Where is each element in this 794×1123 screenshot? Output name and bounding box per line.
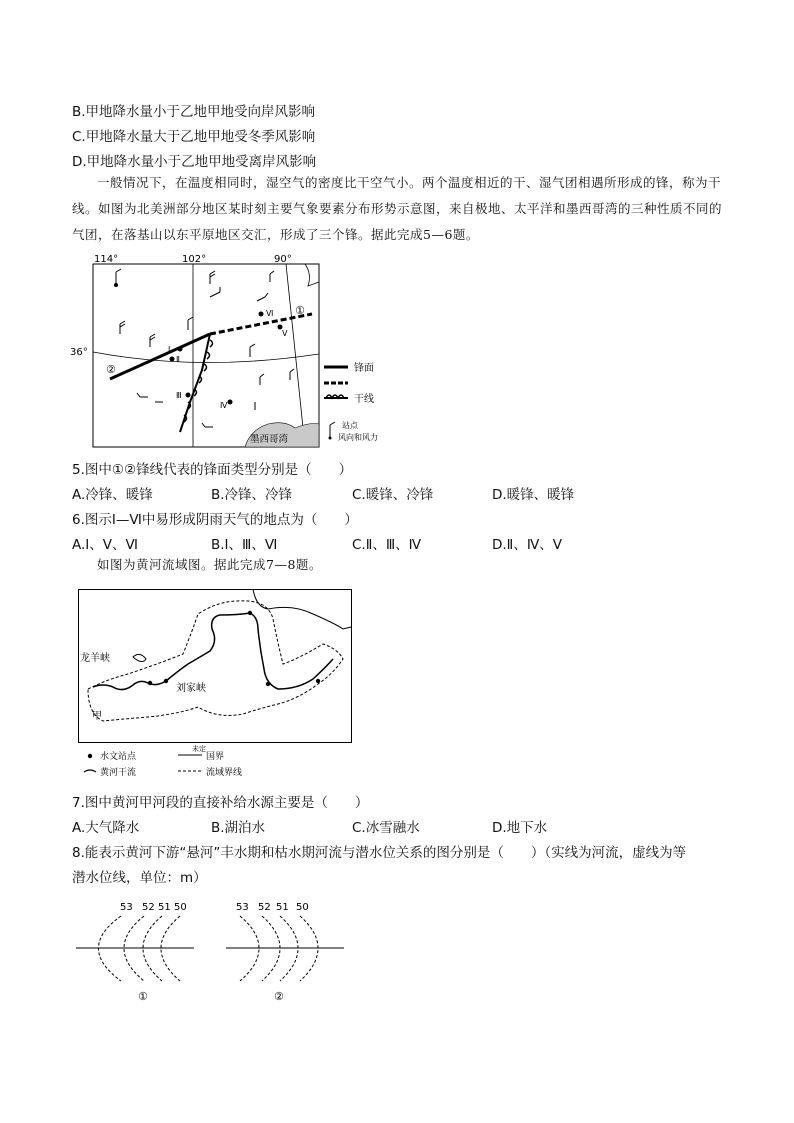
fig1-number: ① xyxy=(138,990,148,1003)
front-1-label: ① xyxy=(295,304,305,317)
station-4-label: Ⅳ xyxy=(220,401,228,410)
prev-option-c: C.甲地降水量大于乙地甲地受冬季风影响 xyxy=(72,129,316,145)
contour-figure-2 xyxy=(226,896,346,1010)
q6-option-d[interactable]: D.Ⅱ、Ⅳ、Ⅴ xyxy=(492,537,563,553)
lon-label-90: 90° xyxy=(274,254,292,265)
fig2-label-50: 50 xyxy=(296,902,309,913)
label-longyangxia: 龙羊峡 xyxy=(80,653,110,664)
label-jia: 甲 xyxy=(92,711,102,722)
station-1-label: Ⅰ xyxy=(168,345,171,354)
contour-figure-1 xyxy=(76,896,196,1010)
basin-boundary xyxy=(88,601,343,721)
label-liujiaxia: 刘家峡 xyxy=(176,683,206,694)
gulf-label: 墨西哥湾 xyxy=(250,434,289,445)
q7-stem: 7.图中黄河甲河段的直接补给水源主要是（ ） xyxy=(72,795,369,811)
q8-stem-line1: 8.能表示黄河下游“悬河”丰水期和枯水期河流与潜水位关系的图分别是（ ）（实线为河流，虚线为等 xyxy=(72,845,687,861)
intro-paragraph-1: 一般情况下，在温度相同时，湿空气的密度比干空气小。两个温度相近的干、湿气团相遇所形成的锋，称为干线。如图为北美洲部分地区某时刻主要气象要素分布形势示意图，来自极地、太平洋和墨西哥湾的三种性质不同的气团，在落基山以东平原地区交汇，形成了三个锋。据此完成5—6题。 xyxy=(72,175,723,242)
fig2-label-52: 52 xyxy=(258,902,271,913)
longyangxia-reservoir xyxy=(133,654,146,661)
q6-stem: 6.图示Ⅰ—Ⅵ中易形成阴雨天气的地点为（ ） xyxy=(72,512,358,528)
station-5-label: Ⅴ xyxy=(282,329,288,338)
prev-option-b: B.甲地降水量小于乙地甲地受向岸风影响 xyxy=(72,104,316,120)
legend-basin: 流域界线 xyxy=(206,768,243,778)
fig2-label-51: 51 xyxy=(276,902,289,913)
fig2-number: ② xyxy=(274,990,284,1003)
prev-option-d: D.甲地降水量小于乙地甲地受离岸风影响 xyxy=(72,154,317,170)
q7-option-d[interactable]: D.地下水 xyxy=(492,820,548,836)
intro-paragraph-2: 如图为黄河流域图。据此完成7—8题。 xyxy=(97,557,322,572)
legend-river: 黄河干流 xyxy=(100,768,137,778)
q7-option-a[interactable]: A.大气降水 xyxy=(72,820,140,836)
q5-option-b[interactable]: B.冷锋、冷锋 xyxy=(211,487,293,503)
front-line-2 xyxy=(110,334,210,379)
legend-front: 锋面 xyxy=(354,363,374,374)
front-line-1 xyxy=(210,314,312,334)
fig2-label-53: 53 xyxy=(236,902,249,913)
legend-border: 国界 xyxy=(206,752,225,762)
legend-hydro-station: 水文站点 xyxy=(100,752,137,762)
q5-stem: 5.图中①②锋线代表的锋面类型分别是（ ） xyxy=(72,462,353,478)
dryline xyxy=(180,334,210,432)
lon-label-114: 114° xyxy=(94,254,119,265)
yellow-river-map-figure xyxy=(78,589,358,785)
lat-label-36: 36° xyxy=(70,347,88,358)
fig1-label-52: 52 xyxy=(142,902,155,913)
fig1-label-53: 53 xyxy=(120,902,133,913)
q6-option-b[interactable]: B.Ⅰ、Ⅲ、Ⅵ xyxy=(211,537,278,553)
q7-option-b[interactable]: B.湖泊水 xyxy=(211,820,266,836)
q5-option-c[interactable]: C.暖锋、冷锋 xyxy=(352,487,434,503)
weather-map-figure xyxy=(70,252,400,456)
wind-barbs xyxy=(115,269,295,427)
legend-station: 站点 xyxy=(342,421,358,430)
national-border xyxy=(253,589,351,629)
station-3-label: Ⅲ xyxy=(176,391,182,400)
fig1-label-50: 50 xyxy=(174,902,187,913)
q6-option-a[interactable]: A.Ⅰ、Ⅴ、Ⅵ xyxy=(72,537,138,553)
front-2-label: ② xyxy=(106,363,116,376)
fig1-label-51: 51 xyxy=(158,902,171,913)
q5-option-a[interactable]: A.冷锋、暖锋 xyxy=(72,487,153,503)
legend-dryline: 干线 xyxy=(354,394,374,405)
legend-wind: 风向和风力 xyxy=(338,433,378,442)
meridian-90 xyxy=(286,264,305,447)
coastline xyxy=(305,264,319,286)
q8-stem-line2: 潜水位线，单位：m） xyxy=(72,870,207,886)
legend-undetermined: 未定 xyxy=(192,745,206,753)
q6-option-c[interactable]: C.Ⅱ、Ⅲ、Ⅳ xyxy=(352,537,422,553)
q5-option-d[interactable]: D.暖锋、暖锋 xyxy=(492,487,575,503)
yellow-river xyxy=(93,613,333,690)
q7-option-c[interactable]: C.冰雪融水 xyxy=(352,820,420,836)
lon-label-102: 102° xyxy=(182,254,207,265)
station-2-label: Ⅱ xyxy=(176,355,180,364)
station-6-label: Ⅵ xyxy=(266,309,274,318)
